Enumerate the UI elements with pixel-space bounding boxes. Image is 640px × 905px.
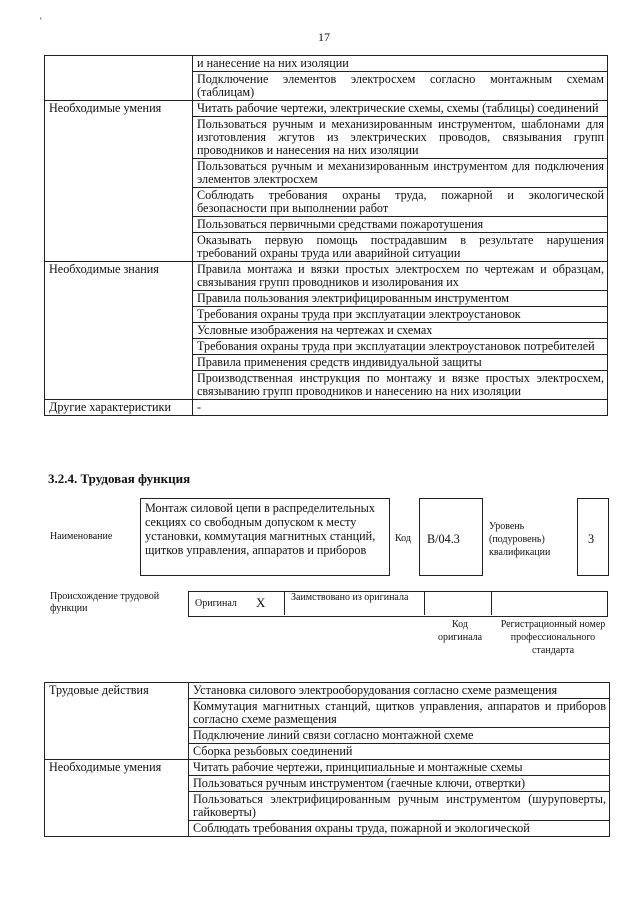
table-cell: Пользоваться ручным и механизированным инструментом для подключения элементов электросхем [193,159,608,188]
section-title: 3.2.4. Трудовая функция [48,471,191,486]
table-cell: и нанесение на них изоляции [193,56,608,72]
table-row [45,760,610,776]
table-cell: Подключение линий связи согласно монтажной схеме [189,728,610,744]
table-row [45,56,608,72]
function-name-value: Монтаж силовой цепи в распределительных секциях со свободным допуском к месту установки, коммутация магнитных станций, щитков управления, аппаратов и приборов [145,501,376,557]
table-cell: Условные изображения на чертежах и схемах [193,323,608,339]
table-row [45,400,608,416]
table-row [45,683,610,699]
code-label: Код [395,533,411,544]
top-mark: ' [40,16,42,26]
table-cell: Правила применения средств индивидуальной защиты [193,355,608,371]
row-label [45,56,193,101]
table-cell: Требования охраны труда при эксплуатации электроустановок потребителей [193,339,608,355]
row-label: Другие характеристики [45,400,193,416]
table-cell: Пользоваться электрифицированным ручным инструментом (шуруповерты, гайковерты) [189,792,610,821]
borrowed-label: Заимствовано из оригинала [291,592,409,603]
table-cell: Оказывать первую помощь пострадавшим в результате нарушения требований охраны труда или аварийной ситуации [193,233,608,262]
labor-actions-table [44,682,610,837]
table-cell: Правила пользования электрифицированным инструментом [193,291,608,307]
code-value: B/04.3 [427,532,460,546]
table-cell: Правила монтажа и вязки простых электросхем по чертежам и образцам, связывания групп проводников и изолирования их [193,262,608,291]
table-cell: Читать рабочие чертежи, принципиальные и монтажные схемы [189,760,610,776]
level-label: Уровень (подуровень) квалификации [489,521,551,558]
row-label: Необходимые умения [45,760,189,837]
original-mark: X [256,595,266,610]
code-original-caption: Код оригинала [437,619,483,643]
row-label: Необходимые знания [45,262,193,400]
row-label: Необходимые умения [45,101,193,262]
level-value: 3 [588,532,595,546]
table-cell: Сборка резьбовых соединений [189,744,610,760]
table-cell: Соблюдать требования охраны труда, пожарной и экологической [189,821,610,837]
table-cell: Соблюдать требования охраны труда, пожарной и экологической безопасности при выполнении работ [193,188,608,217]
table-cell: Подключение элементов электросхем согласно монтажным схемам (таблицам) [193,72,608,101]
name-label: Наименование [50,531,113,542]
row-label: Трудовые действия [45,683,189,760]
origin-divider [424,591,425,615]
table-cell: Коммутация магнитных станций, щитков управления, аппаратов и приборов согласно схеме размещения [189,699,610,728]
table-cell: Установка силового электрооборудования согласно схеме размещения [189,683,610,699]
table-cell: Требования охраны труда при эксплуатации электроустановок [193,307,608,323]
origin-divider [491,591,492,615]
origin-label: Происхождение трудовой функции [50,591,160,614]
table-cell: Пользоваться ручным и механизированным инструментом, шаблонами для изготовления жгутов из электрических проводов, связывания групп проводников и нанесения на них изоляции [193,117,608,159]
table-cell: - [193,400,608,416]
table-row [45,262,608,291]
requirements-table [44,55,608,416]
origin-divider [284,591,285,615]
table-cell: Производственная инструкция по монтажу и вязке простых электросхем, связыванию групп проводников и нанесению на них изоляции [193,371,608,400]
table-cell: Читать рабочие чертежи, электрические схемы, схемы (таблицы) соединений [193,101,608,117]
table-cell: Пользоваться ручным инструментом (гаечные ключи, отвертки) [189,776,610,792]
table-cell: Пользоваться первичными средствами пожаротушения [193,217,608,233]
original-label: Оригинал [195,598,237,609]
table-row [45,101,608,117]
reg-number-caption: Регистрационный номер профессионального стандарта [500,619,606,656]
page-number: 17 [318,30,330,44]
